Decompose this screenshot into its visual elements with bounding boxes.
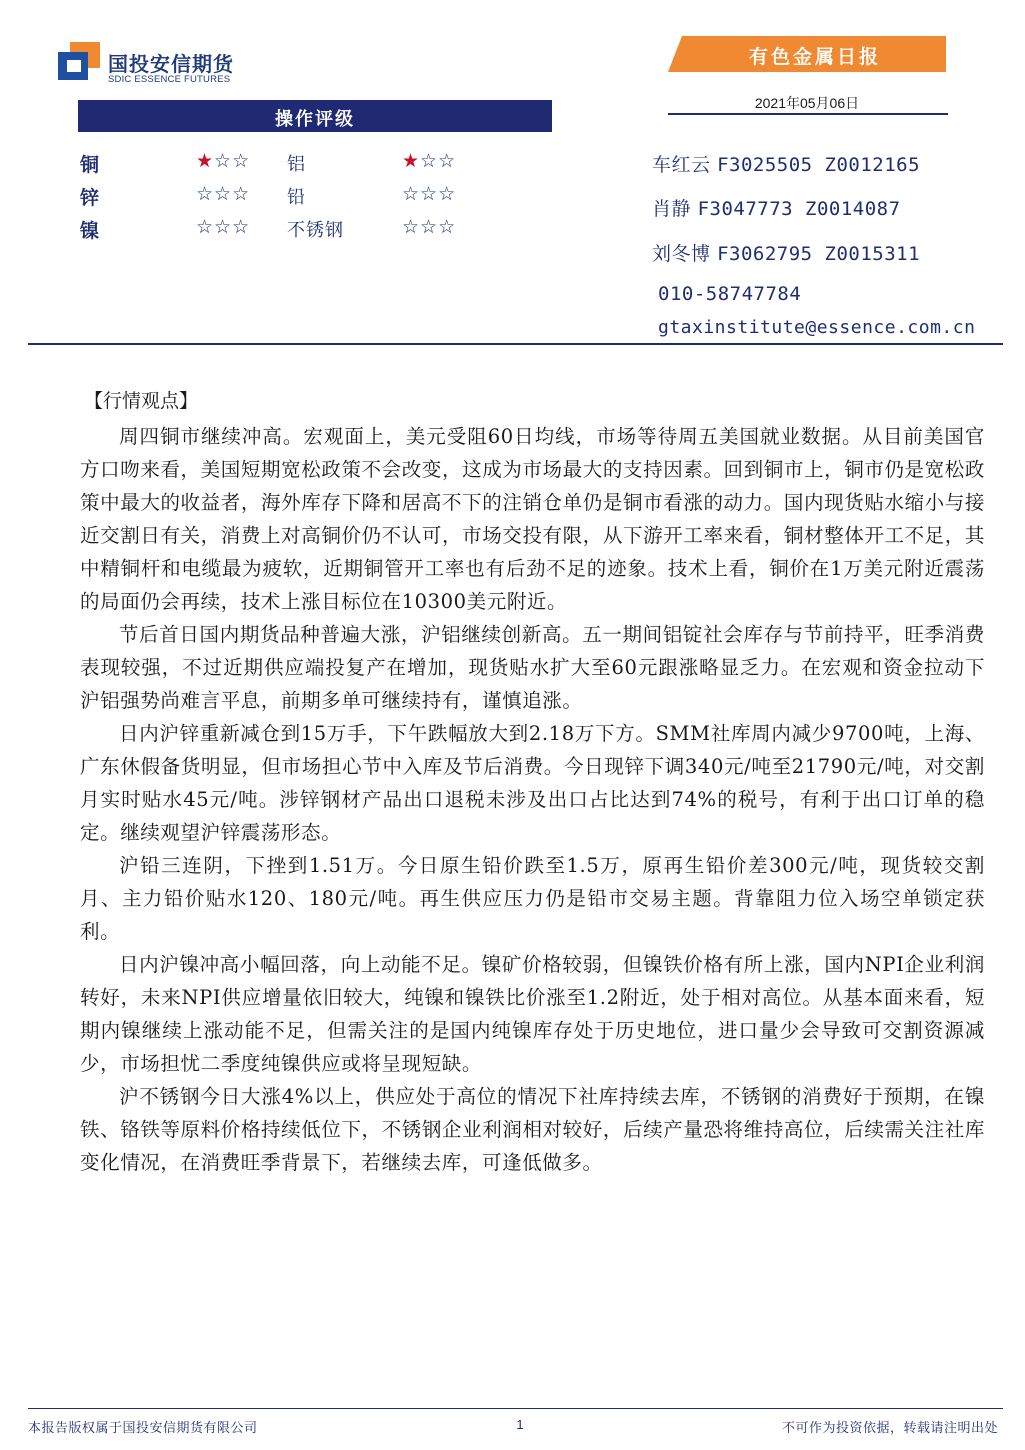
market-commentary xyxy=(80,420,985,1179)
email-link[interactable]: gtaxinstitute@essence.com.cn xyxy=(658,317,976,338)
rating-stars-copper xyxy=(196,150,250,172)
date-underline xyxy=(668,113,948,115)
rating-metal-zinc: 锌 xyxy=(80,187,101,209)
analyst-name: 车红云 xyxy=(652,154,711,176)
star-empty-icon: ☆☆☆ xyxy=(196,216,251,238)
contact-email[interactable] xyxy=(658,316,975,338)
star-empty-icon: ☆☆ xyxy=(214,150,251,172)
company-name-en: SDIC ESSENCE FUTURES xyxy=(108,74,231,85)
analyst-name: 肖静 xyxy=(652,198,692,220)
footer-divider xyxy=(28,1408,1003,1409)
paragraph-copper: 周四铜市继续冲高。宏观面上，美元受阻60日均线，市场等待周五美国就业数据。从目前美国官方口吻来看，美国短期宽松政策不会改变，这成为市场最大的支持因素。回到铜市上，铜市仍是宽松政策中最大的收益者，海外库存下降和居高不下的注销仓单仍是铜市看涨的动力。国内现货贴水缩小与接近交割日有关，消费上对高铜价仍不认可，市场交投有限，从下游开工率来看，铜材整体开工不足，其中精铜杆和电缆最为疲软，近期铜管开工率也有后劲不足的迹象。技术上看，铜价在1万美元附近震荡的局面仍会再续，技术上涨目标位在10300美元附近。 xyxy=(80,425,985,613)
rating-metal-stainless: 不锈钢 xyxy=(287,220,344,241)
analyst-codes: F3047773 Z0014087 xyxy=(697,198,901,220)
star-empty-icon: ☆☆☆ xyxy=(402,216,457,238)
star-filled-icon: ★ xyxy=(402,150,421,172)
company-name-cn: 国投安信期货 xyxy=(108,52,234,76)
footer-disclaimer: 不可作为投资依据，转载请注明出处 xyxy=(781,1421,998,1436)
header-divider xyxy=(28,343,1003,345)
rating-stars-aluminum xyxy=(402,150,456,172)
analyst-entry xyxy=(652,150,920,177)
report-title: 有色金属日报 xyxy=(748,46,881,68)
contact-phone xyxy=(658,283,801,305)
analyst-codes: F3062795 Z0015311 xyxy=(717,243,921,265)
paragraph-lead: 沪铅三连阴，下挫到1.51万。今日原生铅价跌至1.5万，原再生铅价差300元/吨，现货较交割月、主力铅价贴水120、180元/吨。再生供应压力仍是铅市交易主题。背靠阻力位入场空单锁定获利。 xyxy=(80,854,985,943)
section-title: 【行情观点】 xyxy=(84,390,199,412)
report-date: 2021年05月06日 xyxy=(754,95,860,111)
paragraph-aluminum: 节后首日国内期货品种普遍大涨，沪铝继续创新高。五一期间铝锭社会库存与节前持平，旺季消费表现较强，不过近期供应端投复产在增加，现货贴水扩大至60元跟涨略显乏力。在宏观和资金拉动下沪铝强势尚难言平息，前期多单可继续持有，谨慎追涨。 xyxy=(80,623,985,712)
rating-stars-lead xyxy=(402,183,456,205)
analyst-codes: F3025505 Z0012165 xyxy=(717,154,921,176)
star-filled-icon: ★ xyxy=(196,150,215,172)
rating-stars-zinc xyxy=(196,183,250,205)
paragraph-nickel: 日内沪镍冲高小幅回落，向上动能不足。镍矿价格较弱，但镍铁价格有所上涨，国内NPI企业利润转好，未来NPI供应增量依旧较大，纯镍和镍铁比价涨至1.2附近，处于相对高位。从基本面来看，短期内镍继续上涨动能不足，但需关注的是国内纯镍库存处于历史地位，进口量少会导致可交割资源减少，市场担忧二季度纯镍供应或将呈现短缺。 xyxy=(80,953,985,1075)
rating-stars-stainless xyxy=(402,216,456,238)
rating-stars-nickel xyxy=(196,216,250,238)
star-empty-icon: ☆☆☆ xyxy=(196,183,251,205)
rating-metal-aluminum: 铝 xyxy=(287,154,306,175)
phone-number: 010-58747784 xyxy=(658,283,802,305)
rating-metal-copper: 铜 xyxy=(80,154,101,176)
analyst-entry xyxy=(652,194,901,221)
banner-notch xyxy=(668,36,682,72)
rating-metal-lead: 铅 xyxy=(287,187,306,208)
analyst-name: 刘冬博 xyxy=(652,243,711,265)
paragraph-stainless: 沪不锈钢今日大涨4%以上，供应处于高位的情况下社库持续去库，不锈钢的消费好于预期，在镍铁、铬铁等原料价格持续低位下，不锈钢企业利润相对较好，后续产量恐将维持高位，后续需关注社库变化情况，在消费旺季背景下，若继续去库，可逢低做多。 xyxy=(80,1085,985,1174)
paragraph-zinc: 日内沪锌重新减仓到15万手，下午跌幅放大到2.18万下方。SMM社库周内减少9700吨，上海、广东休假备货明显，但市场担心节中入库及节后消费。今日现锌下调340元/吨至21790元/吨，对交割月实时贴水45元/吨。涉锌钢材产品出口退税未涉及出口占比达到74%的税号，有利于出口订单的稳定。继续观望沪锌震荡形态。 xyxy=(80,722,985,844)
footer-copyright: 本报告版权属于国投安信期货有限公司 xyxy=(28,1421,258,1436)
star-empty-icon: ☆☆☆ xyxy=(402,183,457,205)
analyst-entry xyxy=(652,239,920,266)
rating-title: 操作评级 xyxy=(275,109,355,130)
company-logo-icon xyxy=(58,42,102,82)
rating-metal-nickel: 镍 xyxy=(80,220,101,242)
page-number: 1 xyxy=(516,1417,524,1432)
star-empty-icon: ☆☆ xyxy=(420,150,457,172)
